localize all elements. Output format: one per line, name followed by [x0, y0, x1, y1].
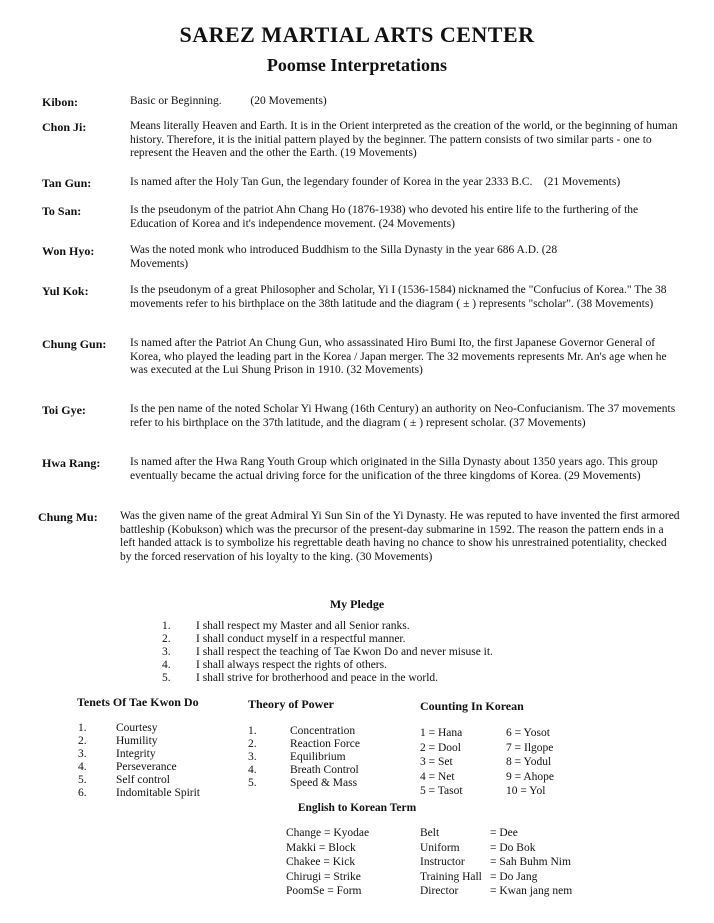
item-number: 4. [78, 761, 87, 773]
list-item [248, 738, 408, 751]
poomse-term: Hwa Rang: [42, 456, 101, 470]
term-item [420, 884, 620, 899]
term-english: Training Hall [420, 870, 482, 883]
item-number: 1. [248, 725, 257, 737]
count-item: 8 = Yodul [506, 756, 552, 768]
term-korean: = Sah Buhm Nim [490, 856, 571, 868]
term-english: Director [420, 885, 459, 897]
item-number: 4. [248, 764, 257, 776]
item-number: 3. [78, 748, 87, 760]
pledge-title: My Pledge [329, 597, 385, 611]
item-text: Self control [116, 774, 170, 786]
item-text: Concentration [290, 725, 356, 737]
terms-title: English to Korean Term [297, 802, 417, 814]
term-english: Instructor [420, 856, 465, 868]
item-number: 6. [78, 787, 87, 799]
terms-list-left [286, 826, 406, 899]
term-korean: = Do Bok [490, 841, 536, 854]
item-text: I shall always respect the rights of others. [196, 659, 387, 671]
item-number: 3. [162, 646, 171, 658]
poomse-term: Chung Mu: [38, 510, 98, 524]
count-item: 10 = Yol [506, 785, 546, 797]
list-item [78, 735, 238, 748]
list-item [248, 764, 408, 777]
count-item: 7 = Ilgope [506, 741, 554, 754]
term-item: Chirugi = Strike [286, 870, 361, 883]
item-text: Perseverance [116, 761, 177, 773]
poomse-term: Kibon: [42, 95, 79, 109]
term-english: Uniform [420, 841, 460, 854]
list-item [248, 751, 408, 764]
item-text: Equilibrium [290, 751, 346, 763]
term-item: Change = Kyodae [286, 827, 370, 839]
page-title: SAREZ MARTIAL ARTS CENTER [179, 22, 535, 47]
item-number: 2. [162, 633, 171, 645]
list-item [248, 725, 408, 738]
item-number: 2. [248, 738, 257, 750]
poomse-definition: Basic or Beginning. (20 Movements) [130, 95, 327, 107]
counting-list-left [420, 726, 508, 799]
poomse-definition: Is the pseudonym of a great Philosopher and Scholar, Yi I (1536-1584) nicknamed the "Confucius of Korea." The 38 movements refer to his birthplace on the 38th latitude and the diagram ( ± ) represents "scholar". (38 Movements) [130, 284, 667, 310]
item-text: I shall conduct myself in a respectful manner. [196, 633, 406, 645]
item-number: 2. [78, 735, 87, 747]
list-item [162, 672, 602, 685]
count-item: 1 = Hana [420, 727, 463, 739]
term-item [420, 826, 620, 841]
item-number: 5. [162, 672, 171, 684]
item-text: Breath Control [290, 764, 359, 776]
list-item [78, 748, 238, 761]
count-item: 5 = Tasot [420, 785, 463, 797]
list-item [248, 777, 408, 790]
poomse-term: Chon Ji: [42, 120, 87, 134]
counting-list-right [506, 726, 606, 799]
counting-title: Counting In Korean [420, 699, 524, 713]
item-text: Courtesy [116, 722, 158, 734]
poomse-definition: Is the pen name of the noted Scholar Yi Hwang (16th Century) an authority on Neo-Confucianism. The 37 movements refer to his birthplace on the 37th latitude, and the diagram ( ± ) represent scholar. (37 Movements) [130, 403, 676, 429]
count-item: 9 = Ahope [506, 770, 555, 783]
term-item: Makki = Block [286, 841, 356, 854]
poomse-term: Chung Gun: [42, 337, 107, 351]
poomse-definition: Was the noted monk who introduced Buddhism to the Silla Dynasty in the year 686 A.D. (28 Movements) [130, 244, 558, 270]
poomse-term: Yul Kok: [42, 284, 89, 298]
count-item: 2 = Dool [420, 741, 461, 754]
list-item [78, 722, 238, 735]
poomse-term: To San: [42, 204, 82, 218]
list-item [162, 633, 602, 646]
terms-list-right [420, 826, 620, 899]
poomse-definition: Is named after the Patriot An Chung Gun, who assassinated Hiro Bumi Ito, the first Japanese Governor General of Korea, who played the leading part in the Korea / Japan merger. The 32 movements represents Mr. An's age when he was executed at the Lui Shung Prison in 1910. (32 Movements) [130, 337, 667, 376]
item-number: 4. [162, 659, 171, 671]
term-item: Chakee = Kick [286, 856, 356, 868]
list-item [78, 761, 238, 774]
poomse-term: Toi Gye: [42, 403, 86, 417]
count-item: 4 = Net [420, 770, 455, 783]
list-item [162, 620, 602, 633]
item-text: Reaction Force [290, 738, 360, 750]
poomse-term: Won Hyo: [42, 244, 95, 258]
item-text: Speed & Mass [290, 777, 358, 789]
item-text: I shall strive for brotherhood and peace in the world. [196, 672, 439, 684]
item-text: I shall respect the teaching of Tae Kwon Do and never misuse it. [196, 646, 493, 658]
term-item: PoomSe = Form [286, 885, 362, 897]
poomse-definition: Was the given name of the great Admiral Yi Sun Sin of the Yi Dynasty. He was reputed to have invented the first armored battleship (Kobukson) which was the precursor of the present-day submarine in 1592. The reason the pattern ends in a left handed attack is to symbolize his regrettable death having no chance to show his unrestrained potentiality, checked by the forced reservation of his loyalty to the king. (30 Movements) [120, 510, 680, 563]
page-subtitle: Poomse Interpretations [266, 55, 448, 75]
tenets-list [78, 722, 238, 800]
poomse-definition: Is named after the Hwa Rang Youth Group which originated in the Silla Dynasty about 1350 years ago. This group eventually became the actual driving force for the unification of the three kingdoms of Korea. (29 Movements) [130, 456, 658, 482]
tenets-title: Tenets Of Tae Kwon Do [77, 695, 199, 709]
count-item: 3 = Set [420, 756, 453, 768]
list-item [78, 774, 238, 787]
item-number: 1. [78, 722, 87, 734]
item-number: 3. [248, 751, 257, 763]
poomse-term: Tan Gun: [42, 176, 92, 190]
term-korean: = Do Jang [490, 870, 538, 883]
count-item: 6 = Yosot [506, 727, 550, 739]
poomse-definition: Is the pseudonym of the patriot Ahn Chang Ho (1876-1938) who devoted his entire life to the furthering of the Education of Korea and it's independence movement. (24 Movements) [130, 204, 639, 230]
term-item [420, 841, 620, 856]
term-item [420, 870, 620, 885]
item-number: 1. [162, 620, 171, 632]
item-number: 5. [248, 777, 257, 789]
poomse-definition: Is named after the Holy Tan Gun, the legendary founder of Korea in the year 2333 B.C. (21 Movements) [130, 176, 621, 188]
list-item [162, 646, 602, 659]
item-text: Integrity [116, 748, 156, 760]
term-item [420, 855, 620, 870]
term-korean: = Kwan jang nem [490, 885, 573, 897]
list-item [162, 659, 602, 672]
theory-title: Theory of Power [248, 697, 334, 711]
item-number: 5. [78, 774, 87, 786]
item-text: Humility [116, 735, 158, 747]
pledge-list [162, 620, 602, 685]
theory-list [248, 725, 408, 790]
term-english: Belt [420, 827, 440, 839]
list-item [78, 787, 238, 800]
item-text: I shall respect my Master and all Senior ranks. [196, 620, 410, 632]
item-text: Indomitable Spirit [116, 787, 201, 799]
term-korean: = Dee [490, 827, 518, 839]
poomse-definition: Means literally Heaven and Earth. It is in the Orient interpreted as the creation of the world, or the beginning of human history. Therefore, it is the initial pattern played by the beginner. The pattern consists of two similar parts - one to represent the Heaven and the other the Earth. (19 Movements) [130, 120, 678, 159]
